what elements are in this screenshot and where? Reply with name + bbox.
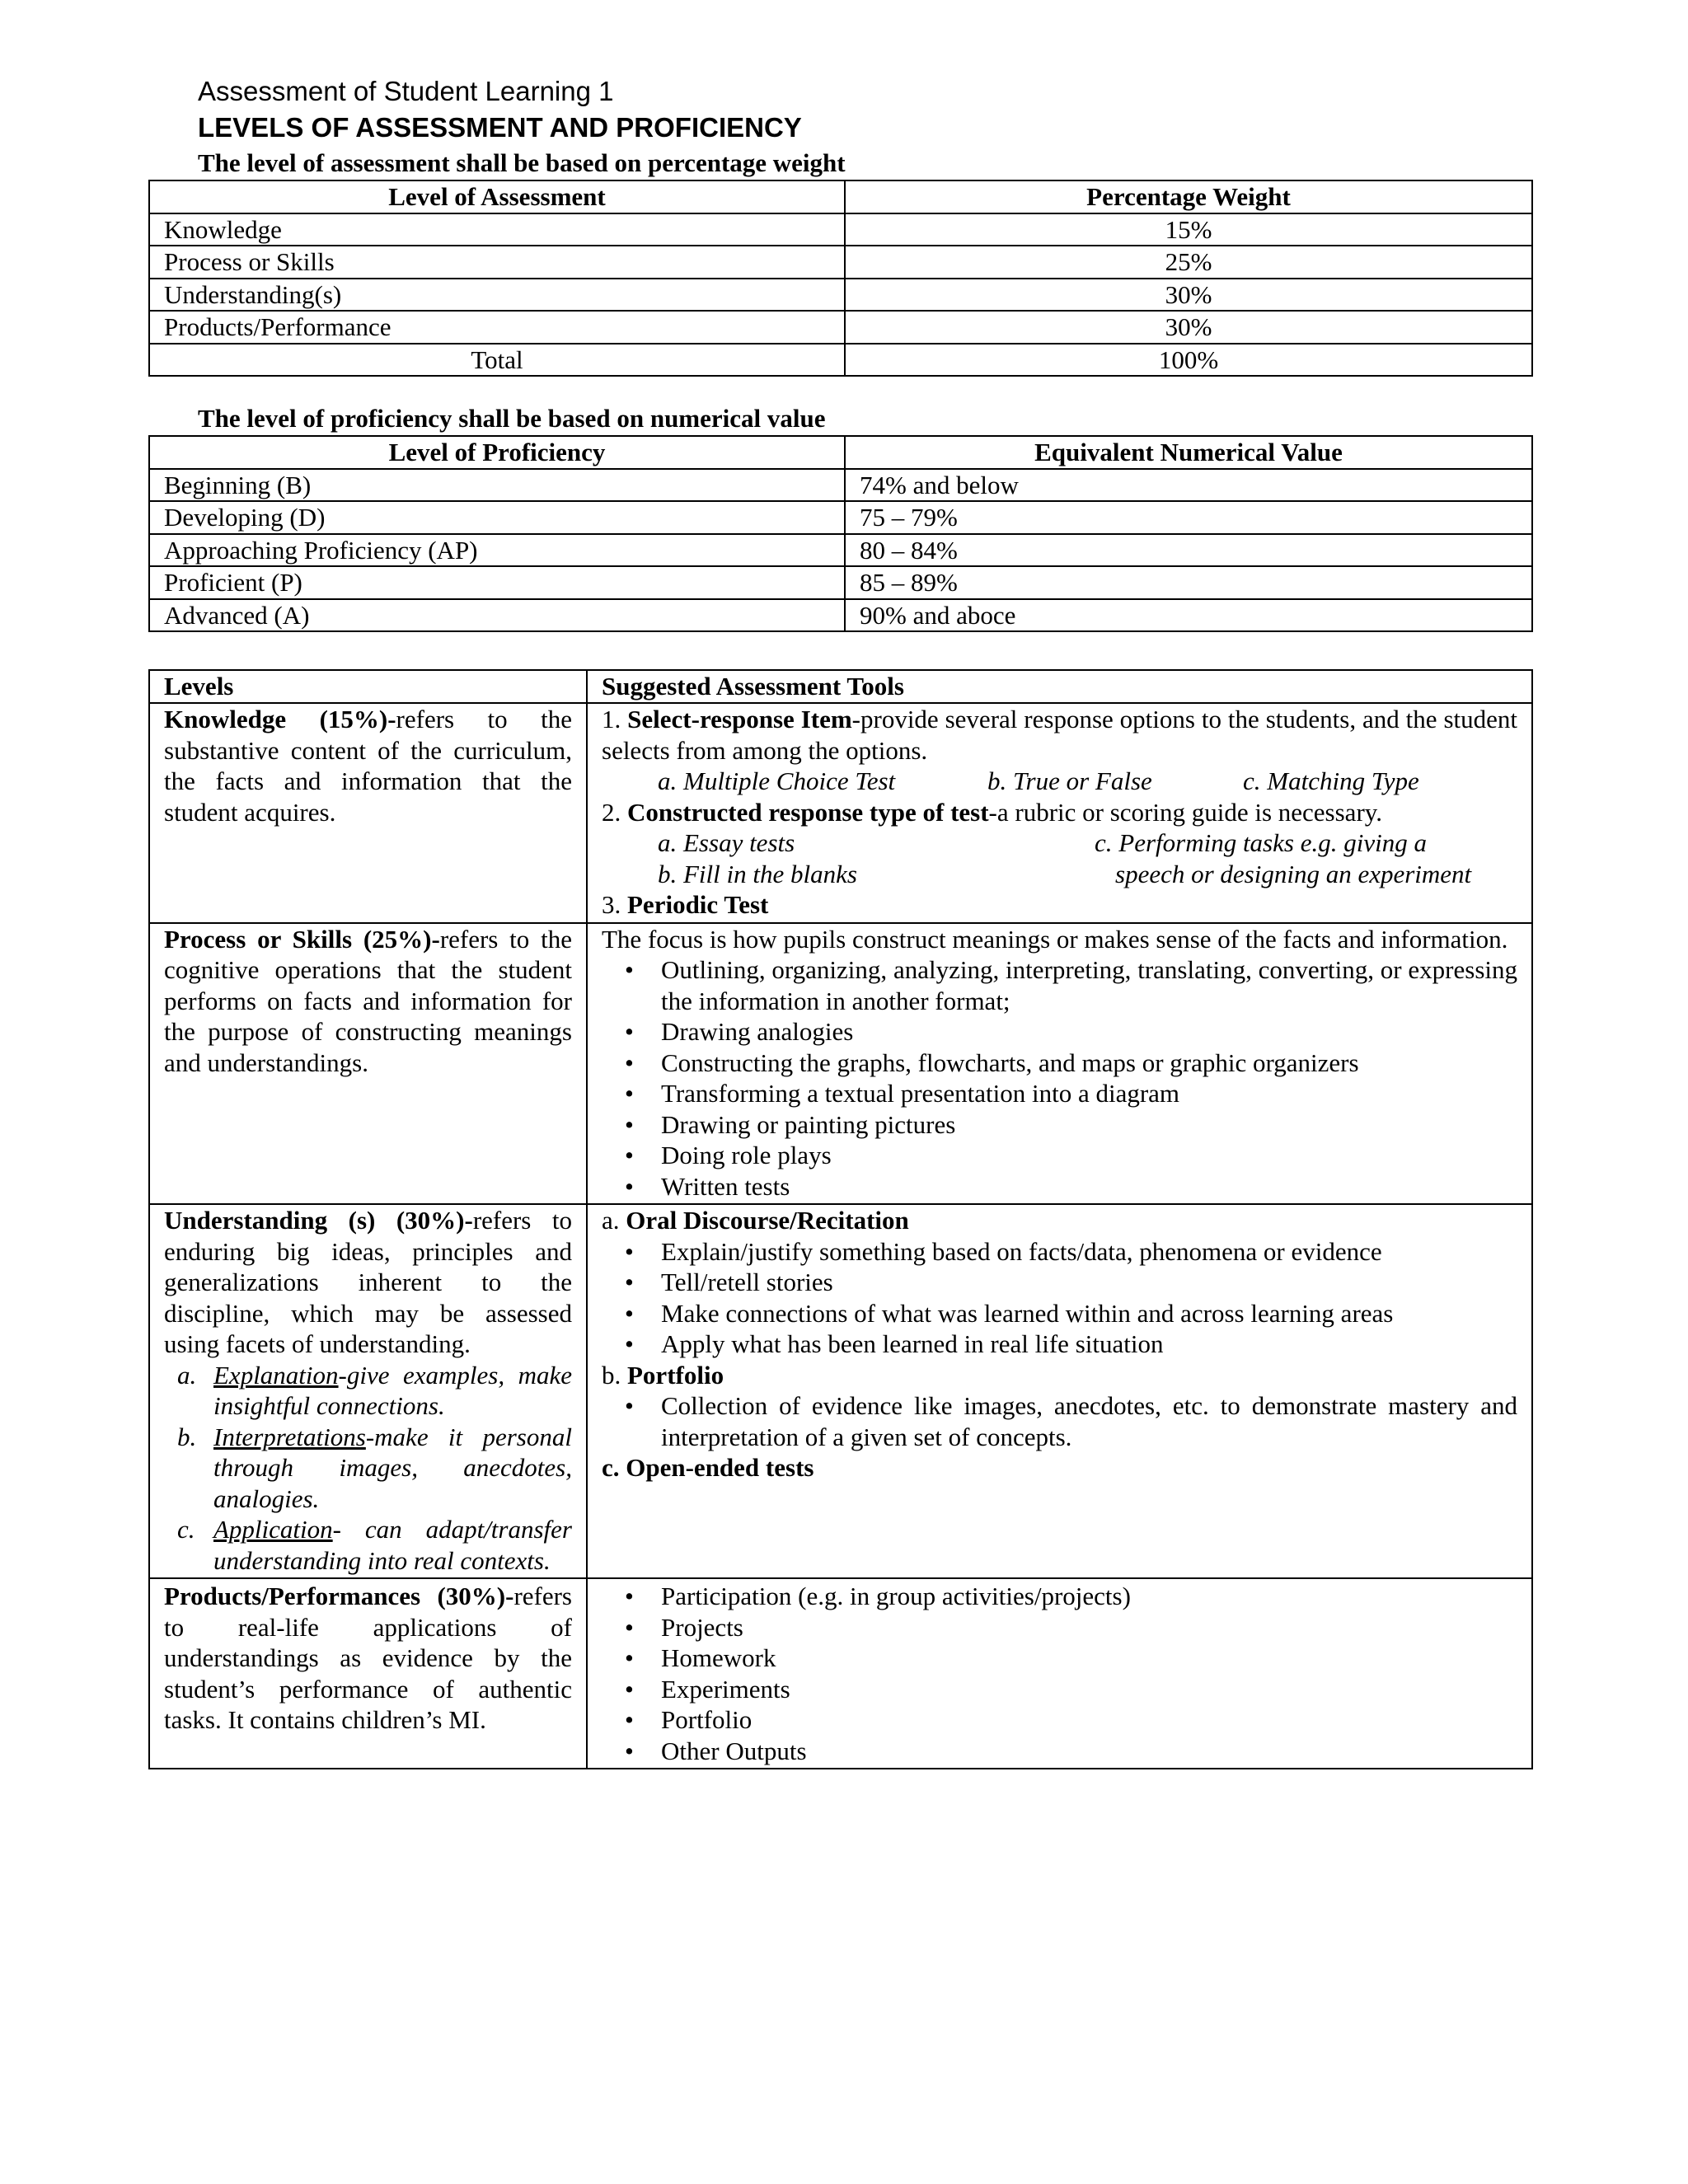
table-header-row — [149, 670, 1532, 703]
bullet-list — [602, 1390, 1517, 1452]
level-cell: Developing (D) — [149, 501, 845, 534]
list-item: • Transforming a textual presentation into a diagram — [661, 1078, 1517, 1109]
list-item: • Outlining, organizing, analyzing, interpreting, translating, converting, or expressing the information in another format; — [661, 954, 1517, 1016]
sub-options — [602, 766, 1517, 797]
column-header: Level of Assessment — [149, 180, 845, 213]
column-header: Equivalent Numerical Value — [845, 436, 1532, 469]
total-row — [149, 344, 1532, 377]
level-cell: Understanding(s) — [149, 279, 845, 312]
level-heading: Products/Performances (30%)- — [164, 1582, 514, 1610]
list-item: • Tell/retell stories — [661, 1267, 1517, 1298]
list-item: • Projects — [661, 1612, 1517, 1643]
list-item — [177, 1422, 572, 1515]
sub-option: a. Multiple Choice Test — [658, 766, 896, 795]
value-cell: 75 – 79% — [845, 501, 1532, 534]
value-cell: 85 – 89% — [845, 566, 1532, 599]
sub-heading — [602, 1360, 1517, 1391]
weight-cell: 25% — [845, 246, 1532, 279]
sub-options — [602, 827, 1517, 859]
item-marker: a. — [177, 1360, 197, 1390]
table-row — [149, 279, 1532, 312]
facets-list — [164, 1360, 572, 1577]
bullet-list — [602, 1236, 1517, 1360]
table-row — [149, 311, 1532, 344]
table-header-row — [149, 180, 1532, 213]
list-item: • Explain/justify something based on facts/data, phenomena or evidence — [661, 1236, 1517, 1268]
bullet-list — [602, 1581, 1517, 1766]
list-item — [177, 1360, 572, 1422]
item-heading: Portfolio — [627, 1360, 724, 1390]
table-row — [149, 566, 1532, 599]
level-description — [149, 703, 587, 923]
page-title: LEVELS OF ASSESSMENT AND PROFICIENCY — [198, 112, 802, 143]
facet-text: -give examples, make insightful connections. — [213, 1360, 572, 1420]
weight-cell: 15% — [845, 213, 1532, 246]
list-item: • Doing role plays — [661, 1140, 1517, 1171]
item-number: 3. — [602, 890, 621, 919]
table-row — [149, 534, 1532, 567]
sub-option: a. Essay tests — [658, 828, 795, 857]
item-heading: Periodic Test — [627, 890, 769, 919]
value-cell: 74% and below — [845, 469, 1532, 502]
column-header: Suggested Assessment Tools — [587, 670, 1532, 703]
list-item — [177, 1514, 572, 1576]
level-text: refers to the cognitive operations that the student performs on facts and information for the purpose of constructing meanings and understandings. — [164, 924, 572, 1077]
total-value: 100% — [845, 344, 1532, 377]
table-row — [149, 1578, 1532, 1769]
sub-options — [602, 859, 1517, 890]
weights-table — [148, 180, 1533, 377]
value-cell: 90% and aboce — [845, 599, 1532, 632]
table-row — [149, 469, 1532, 502]
value-cell: 80 – 84% — [845, 534, 1532, 567]
list-item: • Other Outputs — [661, 1736, 1517, 1767]
item-heading: Oral Discourse/Recitation — [626, 1206, 909, 1235]
tools-cell — [587, 923, 1532, 1205]
list-item: • Drawing analogies — [661, 1016, 1517, 1047]
list-item: • Homework — [661, 1643, 1517, 1674]
sub-option: speech or designing an experiment — [1115, 859, 1472, 888]
list-item: • Portfolio — [661, 1704, 1517, 1736]
tools-cell — [587, 703, 1532, 923]
weight-cell: 30% — [845, 311, 1532, 344]
item-heading: Constructed response type of test — [627, 797, 989, 827]
item-marker: c. — [177, 1515, 195, 1544]
item-marker: b. — [602, 1360, 621, 1390]
item-number: 2. — [602, 797, 621, 827]
item-marker: a. — [602, 1206, 620, 1235]
item-marker: b. — [177, 1422, 197, 1451]
facet-text: - can adapt/transfer understanding into real contexts. — [213, 1515, 572, 1575]
table-row — [149, 501, 1532, 534]
level-cell: Knowledge — [149, 213, 845, 246]
level-text: refers to real-life applications of understandings as evidence by the student’s performance of authentic tasks. It contains children’s MI. — [164, 1582, 572, 1734]
column-header: Percentage Weight — [845, 180, 1532, 213]
assessment-tools-table — [148, 669, 1533, 1769]
level-cell: Beginning (B) — [149, 469, 845, 502]
bullet-list — [602, 954, 1517, 1202]
level-description — [149, 1578, 587, 1769]
item-heading: c. Open-ended tests — [602, 1453, 814, 1482]
table-row — [149, 599, 1532, 632]
sub-option: b. True or False — [987, 766, 1152, 795]
list-item — [602, 889, 1517, 921]
item-text: -provide several response options to the students, and the student selects from among the options. — [602, 705, 1518, 765]
list-item: • Make connections of what was learned within and across learning areas — [661, 1298, 1517, 1329]
level-cell: Approaching Proficiency (AP) — [149, 534, 845, 567]
sub-option: c. Matching Type — [1243, 766, 1419, 795]
table-row — [149, 1204, 1532, 1578]
sub-option: b. Fill in the blanks — [658, 859, 857, 888]
tools-cell — [587, 1204, 1532, 1578]
list-item: • Drawing or painting pictures — [661, 1109, 1517, 1141]
list-item: • Written tests — [661, 1171, 1517, 1202]
sub-heading — [602, 1452, 1517, 1483]
column-header: Levels — [149, 670, 587, 703]
proficiency-caption: The level of proficiency shall be based on numerical value — [198, 404, 826, 433]
proficiency-table — [148, 435, 1533, 632]
item-number: 1. — [602, 705, 621, 733]
level-description — [149, 1204, 587, 1578]
table-row — [149, 213, 1532, 246]
total-label: Total — [149, 344, 845, 377]
sub-heading — [602, 1205, 1517, 1236]
course-title: Assessment of Student Learning 1 — [198, 76, 614, 106]
level-cell: Advanced (A) — [149, 599, 845, 632]
weights-caption: The level of assessment shall be based on percentage weight — [198, 148, 846, 177]
list-item: • Experiments — [661, 1674, 1517, 1705]
facet-text: -make it personal through images, anecdotes, analogies. — [213, 1422, 572, 1513]
intro-text: The focus is how pupils construct meanings or makes sense of the facts and information. — [602, 924, 1508, 954]
level-cell: Proficient (P) — [149, 566, 845, 599]
column-header: Level of Proficiency — [149, 436, 845, 469]
table-row — [149, 246, 1532, 279]
list-item — [602, 797, 1517, 828]
level-heading: Understanding (s) (30%)- — [164, 1206, 473, 1235]
list-item: • Participation (e.g. in group activities/projects) — [661, 1581, 1517, 1612]
item-text: -a rubric or scoring guide is necessary. — [988, 797, 1383, 827]
level-text: refers to the substantive content of the curriculum, the facts and information that the student acquires. — [164, 705, 572, 827]
level-text: refers to enduring big ideas, principles and generalizations inherent to the discipline, which may be assessed using facets of understanding. — [164, 1206, 572, 1358]
level-heading: Process or Skills (25%)- — [164, 924, 440, 954]
list-item: • Apply what has been learned in real life situation — [661, 1329, 1517, 1360]
level-cell: Process or Skills — [149, 246, 845, 279]
level-cell: Products/Performance — [149, 311, 845, 344]
facet-term: Interpretations — [213, 1422, 366, 1451]
table-row — [149, 703, 1532, 923]
level-heading: Knowledge (15%)- — [164, 705, 396, 733]
sub-option: c. Performing tasks e.g. giving a — [1095, 828, 1427, 857]
facet-term: Explanation — [213, 1360, 339, 1390]
table-header-row — [149, 436, 1532, 469]
list-item: • Constructing the graphs, flowcharts, and maps or graphic organizers — [661, 1047, 1517, 1079]
weight-cell: 30% — [845, 279, 1532, 312]
list-item: • Collection of evidence like images, anecdotes, etc. to demonstrate mastery and interpretation of a given set of concepts. — [661, 1390, 1517, 1452]
item-heading: Select-response Item — [627, 705, 852, 733]
list-item — [602, 704, 1517, 766]
table-row — [149, 923, 1532, 1205]
tools-cell — [587, 1578, 1532, 1769]
facet-term: Application — [213, 1515, 333, 1544]
level-description — [149, 923, 587, 1205]
